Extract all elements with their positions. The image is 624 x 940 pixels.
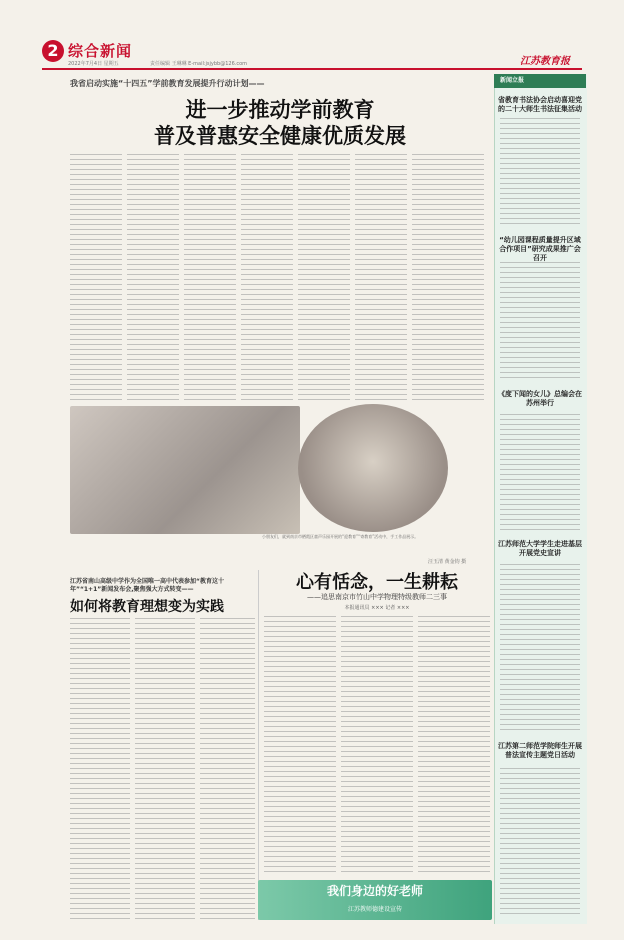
banner-subtitle: 江苏教师德建设宣传 bbox=[347, 906, 402, 913]
story2-body-col-3 bbox=[200, 618, 255, 923]
sidebar-item-body bbox=[500, 564, 580, 734]
section-title: 综合新闻 bbox=[68, 42, 133, 60]
story3-body-col-1 bbox=[264, 616, 336, 874]
masthead bbox=[0, 0, 624, 70]
sidebar-item-title: “幼儿园课程质量提升区域合作项目”研究成果推广会召开 bbox=[499, 236, 581, 262]
sidebar-item-body bbox=[500, 262, 580, 382]
lead-body-col-4 bbox=[241, 154, 293, 402]
lead-body-col-3 bbox=[184, 154, 236, 402]
story2-kicker: 江苏省南山高级中学作为全国唯一高中代表参加“教育这十年”“1+1”新闻发布会,聚焦强大方式转变—— bbox=[70, 578, 224, 593]
lead-kicker: 我省启动实施“十四五”学前教育发展提升行动计划—— bbox=[70, 79, 265, 88]
story3-subhead: ——追思南京市竹山中学物理特级教师二三事 bbox=[307, 593, 447, 601]
lead-caption: 小朋友们，就到南京市栖霞区童声乐园开展的“迎教育”“寄教育”活动中，手工作品展示。 bbox=[262, 534, 419, 539]
photo-credit: 汪玉清 黄金钧 摄 bbox=[428, 559, 467, 565]
editor-line: 责任编辑 王琳琳 E-mail:jsjybb@126.com bbox=[150, 61, 248, 67]
story3-byline: 本报通讯员 ××× 记者 ××× bbox=[344, 605, 410, 611]
lead-photo-inset bbox=[298, 404, 448, 532]
lead-headline-1: 进一步推动学前教育 bbox=[185, 97, 375, 122]
sidebar-item-body bbox=[500, 118, 580, 228]
lead-body-col-6 bbox=[355, 154, 407, 402]
lead-body-col-2 bbox=[127, 154, 179, 402]
sidebar-item-body bbox=[500, 768, 580, 918]
story2-body-col-1 bbox=[70, 618, 130, 923]
story3-headline: 心有恬念，一生耕耘 bbox=[296, 572, 458, 593]
page-number: 2 bbox=[42, 40, 64, 62]
paper-logo: 江苏教育报 bbox=[520, 56, 570, 67]
lead-body-col-7 bbox=[412, 154, 484, 402]
story3-body-col-2 bbox=[341, 616, 413, 874]
lead-body-col-1 bbox=[70, 154, 122, 402]
sidebar-item-title: 省教育书法协会启动喜迎党的二十大师生书法征集活动 bbox=[498, 96, 582, 113]
banner-title: 我们身边的好老师 bbox=[326, 884, 423, 898]
story3-body-col-3 bbox=[418, 616, 490, 874]
column-divider bbox=[258, 570, 259, 920]
story2-body-col-2 bbox=[135, 618, 195, 923]
sidebar-item-title: 江苏第二师范学院师生开展普法宣传主题党日活动 bbox=[498, 742, 582, 759]
lead-photo bbox=[70, 406, 300, 534]
sidebar-item-body bbox=[500, 414, 580, 534]
lead-body-col-5 bbox=[298, 154, 350, 402]
sidebar-item-title: 《度下闻的女儿》总编会在苏州举行 bbox=[498, 390, 582, 407]
dateline: 2022年7月4日 星期五 bbox=[68, 61, 119, 67]
lead-headline-2: 普及普惠安全健康优质发展 bbox=[154, 123, 406, 148]
sidebar-item-title: 江苏师范大学学生走进基层开展党史宣讲 bbox=[498, 540, 582, 557]
story2-headline: 如何将教育理想变为实践 bbox=[70, 599, 224, 615]
masthead-rule bbox=[42, 68, 582, 70]
sidebar-header: 新闻立报 bbox=[494, 74, 586, 88]
